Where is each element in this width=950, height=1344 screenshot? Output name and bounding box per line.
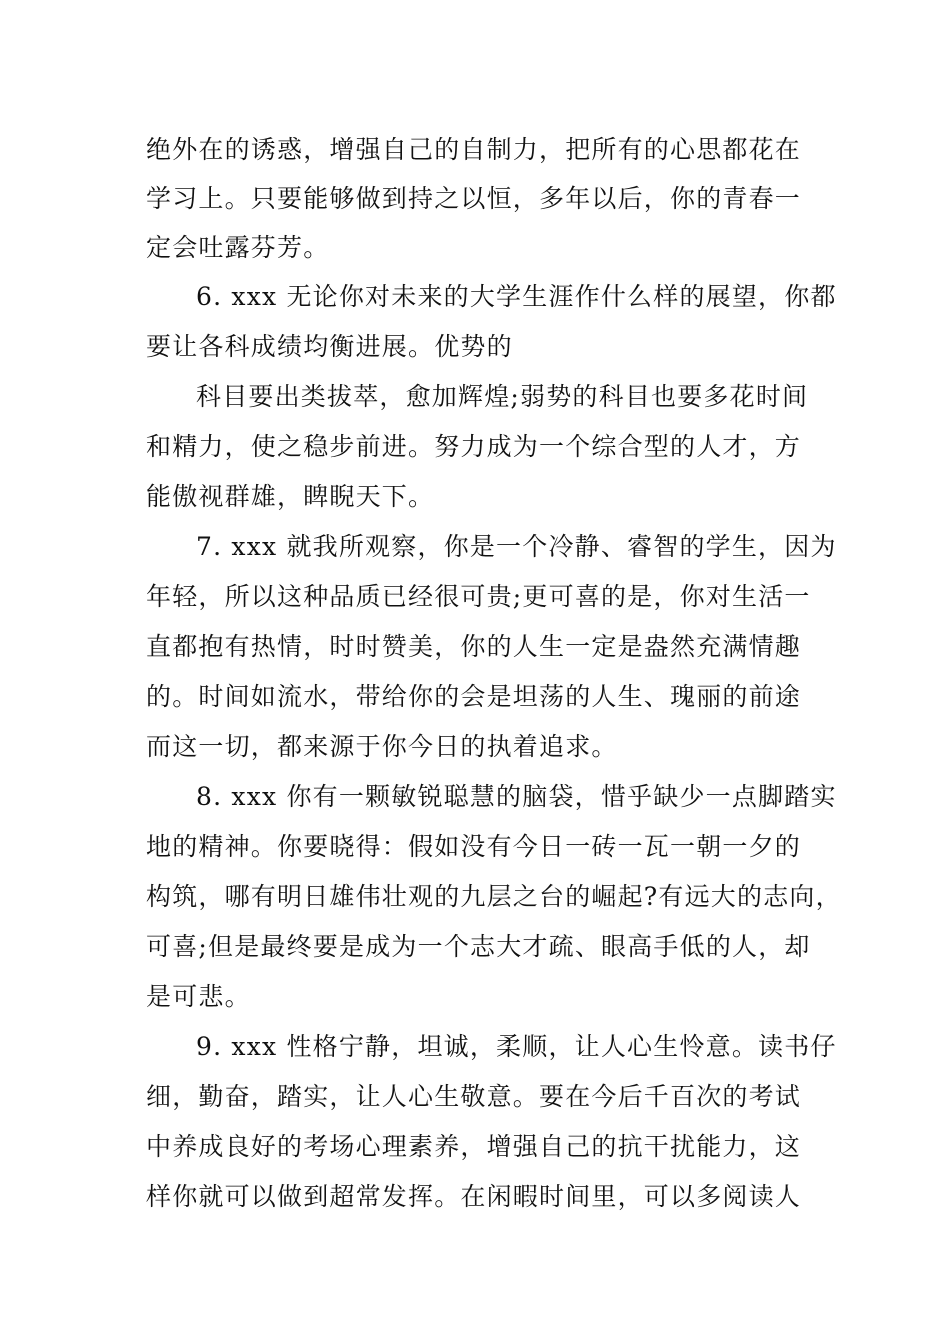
- text-line: 绝外在的诱惑，增强自己的自制力，把所有的心思都花在: [146, 135, 802, 164]
- text-line: 学习上。只要能够做到持之以恒，多年以后，你的青春一: [146, 184, 802, 213]
- text-line: 而这一切，都来源于你今日的执着追求。: [146, 732, 618, 761]
- text-line: 构筑，哪有明日雄伟壮观的九层之台的崛起?有远大的志向，: [146, 882, 842, 911]
- text-line: 要让各科成绩均衡进展。优势的: [146, 332, 513, 361]
- paragraph-8-start: 8. xxx 你有一颗敏锐聪慧的脑袋，惜乎缺少一点脚踏实: [196, 782, 837, 811]
- text-line: 定会吐露芬芳。: [146, 233, 330, 262]
- text-line: 和精力，使之稳步前进。努力成为一个综合型的人才，方: [146, 432, 802, 461]
- paragraph-6-start: 6. xxx 无论你对未来的大学生涯作什么样的展望，你都: [196, 282, 837, 311]
- paragraph-9-start: 9. xxx 性格宁静，坦诚，柔顺，让人心生怜意。读书仔: [196, 1032, 837, 1061]
- paragraph-7-start: 7. xxx 就我所观察，你是一个冷静、睿智的学生，因为: [196, 532, 837, 561]
- text-line: 地的精神。你要晓得：假如没有今日一砖一瓦一朝一夕的: [146, 832, 802, 861]
- text-line: 样你就可以做到超常发挥。在闲暇时间里，可以多阅读人: [146, 1182, 802, 1211]
- text-line: 是可悲。: [146, 982, 251, 1011]
- text-line: 年轻，所以这种品质已经很可贵;更可喜的是，你对生活一: [146, 582, 811, 611]
- text-line: 的。时间如流水，带给你的会是坦荡的人生、瑰丽的前途: [146, 682, 802, 711]
- text-line: 科目要出类拔萃，愈加辉煌;弱势的科目也要多花时间: [196, 382, 809, 411]
- text-line: 可喜;但是最终要是成为一个志大才疏、眼高手低的人，却: [146, 932, 811, 961]
- text-line: 细，勤奋，踏实，让人心生敬意。要在今后千百次的考试: [146, 1082, 802, 1111]
- text-line: 能傲视群雄，睥睨天下。: [146, 482, 435, 511]
- text-line: 直都抱有热情，时时赞美，你的人生一定是盎然充满情趣: [146, 632, 802, 661]
- text-line: 中养成良好的考场心理素养，增强自己的抗干扰能力，这: [146, 1132, 802, 1161]
